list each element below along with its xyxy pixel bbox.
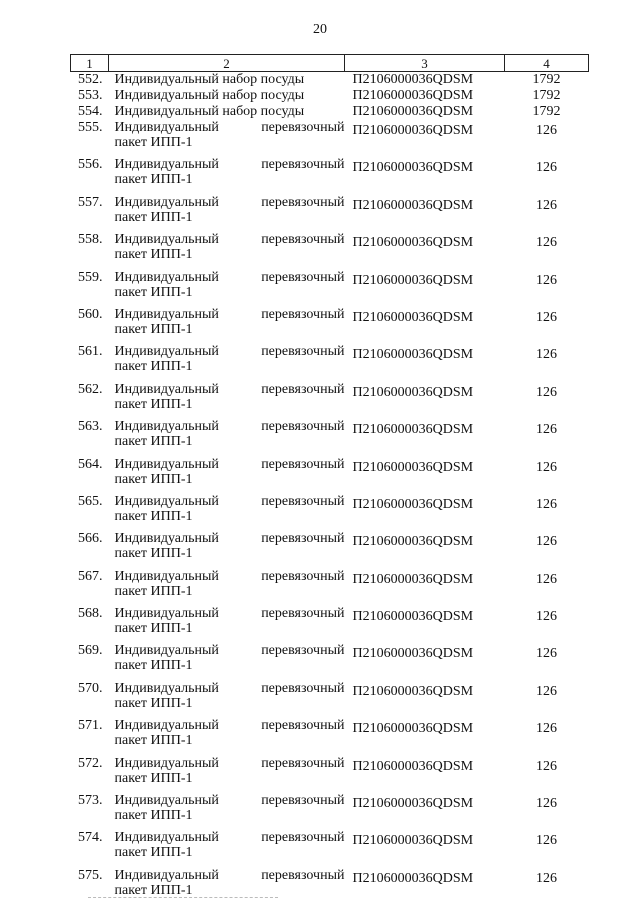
item-name: [109, 718, 345, 755]
row-number: 561.: [78, 344, 103, 360]
item-name-line-2: пакет ИПП-1: [114, 135, 193, 150]
item-name: [109, 232, 345, 269]
row-number: 553.: [78, 88, 103, 103]
table-row: [71, 718, 589, 755]
row-number: 556.: [78, 157, 103, 173]
table-row: [71, 793, 589, 830]
item-name: [109, 157, 345, 194]
table-row: [71, 72, 589, 89]
item-quantity: 126: [536, 870, 557, 886]
item-code: П2106000036QDSM: [352, 721, 474, 737]
footer-divider: [88, 897, 278, 898]
item-name-word: перевязочный: [261, 419, 345, 435]
table-row: [71, 756, 589, 793]
row-number: 575.: [78, 867, 103, 883]
item-name-word: Индивидуальный: [114, 269, 219, 285]
item-name: Индивидуальный набор посуды: [114, 104, 305, 119]
column-header-2: 2: [109, 55, 345, 72]
item-quantity: 126: [536, 235, 557, 251]
item-code: П2106000036QDSM: [352, 309, 474, 325]
item-name-line-2: пакет ИПП-1: [114, 621, 193, 637]
item-name: [109, 382, 345, 419]
item-name-word: перевязочный: [261, 493, 345, 509]
row-number: 558.: [78, 232, 103, 248]
table-row: [71, 868, 589, 905]
item-quantity: 126: [536, 796, 557, 812]
item-name: Индивидуальный набор посуды: [114, 88, 305, 103]
table-row: [71, 531, 589, 568]
row-number: 571.: [78, 718, 103, 734]
item-name-line-2: пакет ИПП-1: [114, 359, 193, 375]
item-quantity: 126: [536, 609, 557, 625]
row-number: 574.: [78, 830, 103, 846]
row-number: 570.: [78, 680, 103, 696]
item-name-word: перевязочный: [261, 120, 345, 135]
row-number: 559.: [78, 269, 103, 285]
item-name-line-1: [115, 382, 345, 397]
item-name-word: Индивидуальный: [114, 793, 219, 809]
item-name-word: Индивидуальный: [114, 568, 219, 584]
item-code: П2106000036QDSM: [352, 160, 474, 176]
item-name-word: перевязочный: [261, 306, 345, 322]
item-name-line-1: [115, 419, 345, 434]
item-name-word: перевязочный: [261, 157, 345, 173]
item-name-word: перевязочный: [261, 381, 345, 397]
table-row: [71, 104, 589, 120]
item-code: П2106000036QDSM: [352, 683, 474, 699]
item-name-line-2: пакет ИПП-1: [114, 808, 193, 824]
page-number: 20: [313, 22, 327, 37]
item-name: [109, 270, 345, 307]
item-name-line-1: [115, 531, 345, 546]
item-name-line-2: пакет ИПП-1: [114, 209, 193, 225]
item-name-word: перевязочный: [261, 606, 345, 622]
row-number: 567.: [78, 568, 103, 584]
item-name: [109, 419, 345, 456]
item-code: П2106000036QDSM: [352, 571, 474, 587]
item-name-word: Индивидуальный: [114, 306, 219, 322]
item-code: П2106000036QDSM: [352, 459, 474, 475]
item-name-line-1: [115, 868, 345, 883]
item-name-line-2: пакет ИПП-1: [114, 247, 193, 263]
column-header-3: 3: [345, 55, 505, 72]
row-number: 565.: [78, 493, 103, 509]
item-name-word: Индивидуальный: [114, 606, 219, 622]
item-name-line-1: [115, 157, 345, 172]
item-name-word: Индивидуальный: [114, 419, 219, 435]
item-quantity: 126: [536, 758, 557, 774]
item-code: П2106000036QDSM: [352, 347, 474, 363]
item-quantity: 126: [536, 646, 557, 662]
item-code: П2106000036QDSM: [352, 72, 474, 87]
item-code: П2106000036QDSM: [352, 534, 474, 550]
row-number: 573.: [78, 793, 103, 809]
item-name-word: перевязочный: [261, 867, 345, 883]
table-row: [71, 195, 589, 232]
table-row: [71, 88, 589, 104]
item-name-word: перевязочный: [261, 568, 345, 584]
item-name-line-2: пакет ИПП-1: [114, 882, 193, 898]
row-number: 572.: [78, 755, 103, 771]
item-name-line-1: [115, 793, 345, 808]
item-name-line-1: [115, 120, 345, 135]
item-name-line-1: [115, 270, 345, 285]
item-name: [109, 756, 345, 793]
item-name: [109, 606, 345, 643]
item-quantity: 126: [536, 422, 557, 438]
item-name-line-1: [115, 681, 345, 696]
item-name-line-2: пакет ИПП-1: [114, 396, 193, 412]
item-code: П2106000036QDSM: [352, 496, 474, 512]
item-name-line-2: пакет ИПП-1: [114, 770, 193, 786]
item-name-word: Индивидуальный: [114, 194, 219, 210]
table-row: [71, 569, 589, 606]
item-name-word: Индивидуальный: [114, 680, 219, 696]
item-name-word: перевязочный: [261, 531, 345, 547]
item-code: П2106000036QDSM: [352, 609, 474, 625]
table-header: [71, 55, 589, 72]
row-number: 564.: [78, 456, 103, 472]
item-name-word: перевязочный: [261, 830, 345, 846]
item-name-line-2: пакет ИПП-1: [114, 434, 193, 450]
item-code: П2106000036QDSM: [352, 833, 474, 849]
row-number: 560.: [78, 306, 103, 322]
item-name-line-1: [115, 830, 345, 845]
row-number: 566.: [78, 531, 103, 547]
item-name-word: перевязочный: [261, 232, 345, 248]
item-name-word: Индивидуальный: [114, 755, 219, 771]
item-code: П2106000036QDSM: [352, 796, 474, 812]
item-quantity: 126: [536, 459, 557, 475]
item-code: П2106000036QDSM: [352, 123, 474, 138]
item-code: П2106000036QDSM: [352, 870, 474, 886]
item-code: П2106000036QDSM: [352, 758, 474, 774]
item-quantity: 1792: [532, 104, 561, 119]
table-row: [71, 120, 589, 157]
item-name: [109, 457, 345, 494]
item-name-word: перевязочный: [261, 718, 345, 734]
item-name-word: Индивидуальный: [114, 157, 219, 173]
column-header-1: 1: [71, 55, 109, 72]
item-name: Индивидуальный набор посуды: [114, 72, 305, 87]
table-row: [71, 382, 589, 419]
item-name-word: Индивидуальный: [114, 344, 219, 360]
table-row: [71, 344, 589, 381]
table-row: [71, 457, 589, 494]
item-name-line-2: пакет ИПП-1: [114, 172, 193, 188]
item-name-line-1: [115, 569, 345, 584]
item-name-word: Индивидуальный: [114, 381, 219, 397]
item-name-line-1: [115, 606, 345, 621]
row-number: 557.: [78, 194, 103, 210]
item-quantity: 126: [536, 496, 557, 512]
item-name-line-1: [115, 307, 345, 322]
item-name-line-2: пакет ИПП-1: [114, 546, 193, 562]
table-row: [71, 307, 589, 344]
item-name-word: Индивидуальный: [114, 531, 219, 547]
item-quantity: 126: [536, 309, 557, 325]
item-name: [109, 120, 345, 157]
table-body: [71, 72, 589, 905]
item-name-line-2: пакет ИПП-1: [114, 471, 193, 487]
item-name-word: Индивидуальный: [114, 830, 219, 846]
table-row: [71, 681, 589, 718]
row-number: 554.: [78, 104, 103, 119]
item-name: [109, 681, 345, 718]
item-name-line-2: пакет ИПП-1: [114, 284, 193, 300]
row-number: 563.: [78, 419, 103, 435]
item-name-word: Индивидуальный: [114, 718, 219, 734]
item-name-word: перевязочный: [261, 344, 345, 360]
item-quantity: 126: [536, 534, 557, 550]
row-number: 552.: [78, 72, 103, 87]
item-name: [109, 793, 345, 830]
item-quantity: 126: [536, 721, 557, 737]
item-name-word: Индивидуальный: [114, 232, 219, 248]
item-name-word: перевязочный: [261, 456, 345, 472]
item-quantity: 1792: [532, 72, 561, 87]
item-name: [109, 830, 345, 867]
item-quantity: 126: [536, 384, 557, 400]
item-name-line-1: [115, 195, 345, 210]
item-name: [109, 531, 345, 568]
row-number: 562.: [78, 381, 103, 397]
item-quantity: 126: [536, 123, 557, 138]
item-name-line-2: пакет ИПП-1: [114, 321, 193, 337]
item-name-word: Индивидуальный: [114, 456, 219, 472]
table-row: [71, 419, 589, 456]
item-name-word: перевязочный: [261, 755, 345, 771]
table-row: [71, 830, 589, 867]
item-name: [109, 569, 345, 606]
item-code: П2106000036QDSM: [352, 197, 474, 213]
item-name-word: перевязочный: [261, 269, 345, 285]
item-name-word: Индивидуальный: [114, 120, 219, 135]
table-row: [71, 606, 589, 643]
table-row: [71, 643, 589, 680]
item-name: [109, 868, 345, 905]
item-name-word: перевязочный: [261, 194, 345, 210]
row-number: 569.: [78, 643, 103, 659]
item-name-line-2: пакет ИПП-1: [114, 583, 193, 599]
column-header-4: 4: [505, 55, 589, 72]
item-quantity: 126: [536, 197, 557, 213]
item-name-line-1: [115, 756, 345, 771]
item-code: П2106000036QDSM: [352, 104, 474, 119]
item-name-line-1: [115, 494, 345, 509]
item-name-line-1: [115, 232, 345, 247]
item-name: [109, 195, 345, 232]
item-name-word: перевязочный: [261, 680, 345, 696]
item-name: [109, 494, 345, 531]
table-row: [71, 494, 589, 531]
table-row: [71, 232, 589, 269]
item-name-line-2: пакет ИПП-1: [114, 508, 193, 524]
item-quantity: 126: [536, 347, 557, 363]
item-quantity: 126: [536, 833, 557, 849]
item-name-line-1: [115, 344, 345, 359]
item-name-line-2: пакет ИПП-1: [114, 658, 193, 674]
item-name-word: Индивидуальный: [114, 493, 219, 509]
item-code: П2106000036QDSM: [352, 646, 474, 662]
item-name-line-1: [115, 718, 345, 733]
item-quantity: 126: [536, 160, 557, 176]
item-name-line-2: пакет ИПП-1: [114, 695, 193, 711]
item-quantity: 126: [536, 571, 557, 587]
row-number: 568.: [78, 606, 103, 622]
item-name: [109, 307, 345, 344]
item-code: П2106000036QDSM: [352, 272, 474, 288]
item-name: [109, 643, 345, 680]
item-name-word: перевязочный: [261, 643, 345, 659]
row-number: 555.: [78, 120, 103, 135]
items-table: [70, 54, 589, 905]
item-name: [109, 344, 345, 381]
item-code: П2106000036QDSM: [352, 88, 474, 103]
item-quantity: 126: [536, 272, 557, 288]
item-name-line-2: пакет ИПП-1: [114, 845, 193, 861]
item-code: П2106000036QDSM: [352, 235, 474, 251]
item-code: П2106000036QDSM: [352, 422, 474, 438]
item-name-word: Индивидуальный: [114, 867, 219, 883]
item-name-line-2: пакет ИПП-1: [114, 733, 193, 749]
item-name-line-1: [115, 643, 345, 658]
table-row: [71, 270, 589, 307]
item-quantity: 1792: [532, 88, 561, 103]
item-name-line-1: [115, 457, 345, 472]
item-name-word: Индивидуальный: [114, 643, 219, 659]
table-row: [71, 157, 589, 194]
item-quantity: 126: [536, 683, 557, 699]
item-name-word: перевязочный: [261, 793, 345, 809]
item-code: П2106000036QDSM: [352, 384, 474, 400]
